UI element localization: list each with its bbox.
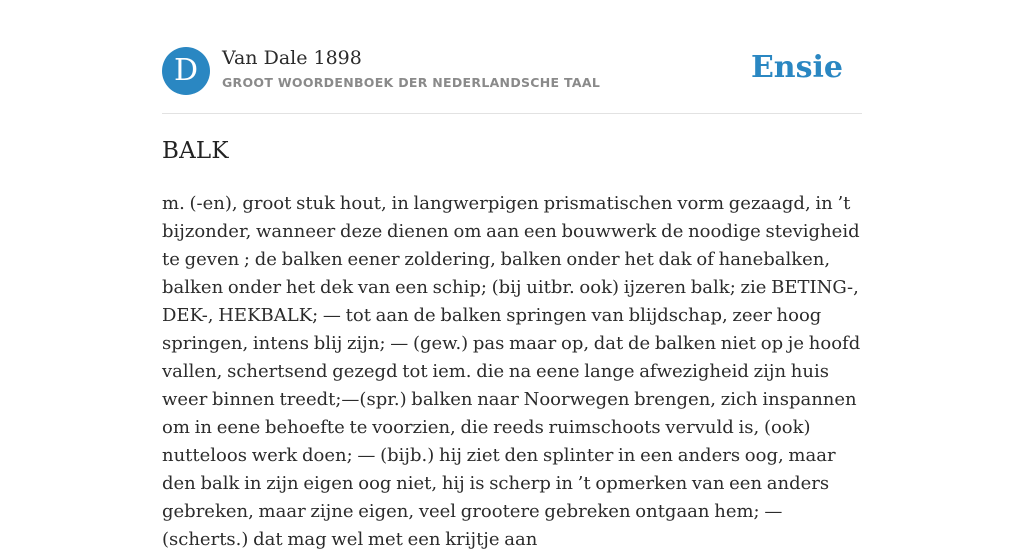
ensie-logo-link[interactable]: Ensie <box>750 50 843 85</box>
source-header <box>162 46 862 96</box>
header-divider <box>162 113 862 114</box>
entry-headword: BALK <box>162 138 229 164</box>
source-avatar[interactable]: D <box>162 47 210 95</box>
source-subtitle: GROOT WOORDENBOEK DER NEDERLANDSCHE TAAL <box>222 75 601 90</box>
entry-definition: m. (-en), groot stuk hout, in langwerpigen prismatischen vorm gezaagd, in ’t bijzonder, wanneer deze dienen om aan een bouwwerk de noodige stevigheid te geven ; de balken eener zoldering, balken onder het dak of hanebalken, balken onder het dek van een schip; (bij uitbr. ook) ijzeren balk; zie BETING-, DEK-, HEKBALK; — tot aan de balken springen van blijdschap, zeer hoog springen, intens blij zijn; — (gew.) pas maar op, dat de balken niet op je hoofd vallen, schertsend gezegd tot iem. die na eene lange afwezigheid zijn huis weer binnen treedt;—(spr.) balken naar Noorwegen brengen, zich inspannen om in eene behoefte te voorzien, die reeds ruimschoots vervuld is, (ook) nutteloos werk doen; — (bijb.) hij ziet den splinter in een anders oog, maar den balk in zijn eigen oog niet, hij is scherp in ’t opmerken van een anders gebreken, maar zijne eigen, veel grootere gebreken ontgaan hem; — (scherts.) dat mag wel met een krijtje aan <box>162 193 861 550</box>
source-title[interactable]: Van Dale 1898 <box>222 47 362 69</box>
